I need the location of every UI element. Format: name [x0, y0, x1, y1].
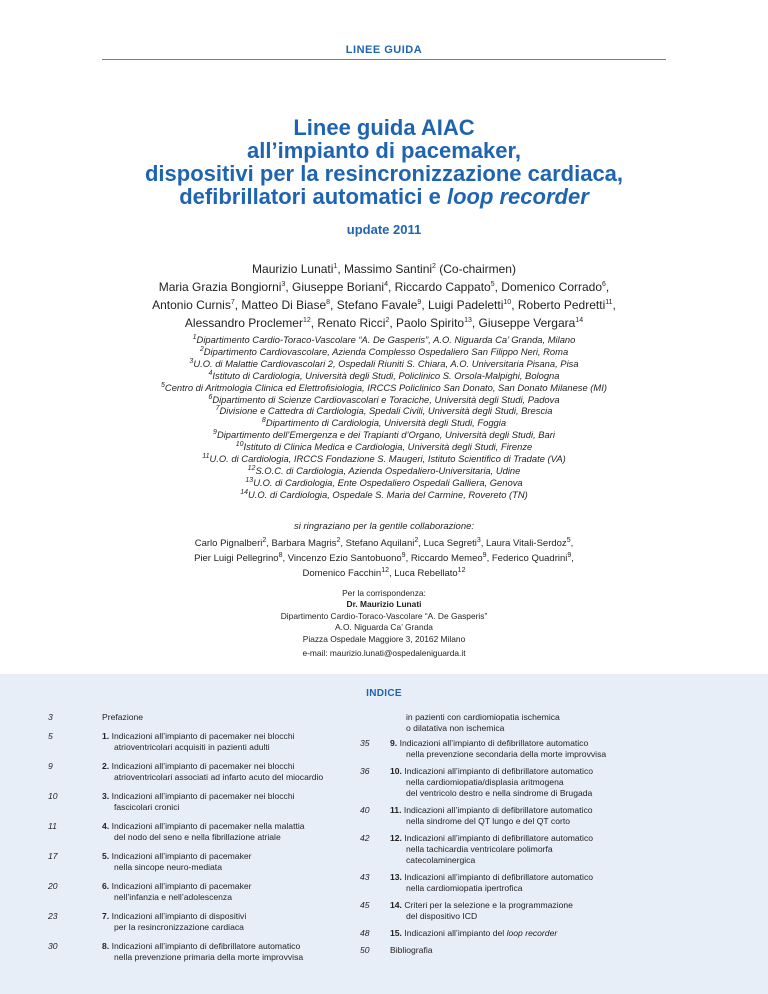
superscript: 9: [401, 551, 406, 559]
title-line-4-italic: loop recorder: [446, 184, 589, 209]
toc-page-number: 5: [48, 731, 53, 741]
collaborators: [60, 519, 708, 581]
text-run: , Matteo Di Biase: [234, 298, 327, 312]
affiliation-number: 5: [161, 381, 165, 389]
toc-entry: [360, 766, 680, 799]
affiliation-text: Centro di Aritmologia Clinica ed Elettrofisiologia, IRCCS Policlinico San Donato, San Donato Milanese (MI): [164, 381, 607, 393]
article-title: [0, 116, 768, 208]
collaborator-line: [60, 551, 708, 566]
toc-line-text: fascicolari cronici: [114, 802, 180, 812]
toc-line: [390, 816, 680, 827]
affiliation-text: Dipartimento dell’Emergenza e dei Trapianti d’Organo, Università degli Studi, Bari: [216, 429, 555, 441]
toc-entry-text: [390, 872, 680, 894]
toc-line: o dilatativa non ischemica: [406, 723, 505, 733]
toc-line-text: Indicazioni all’impianto di defibrillatore automatico: [404, 766, 594, 776]
text-run: , Massimo Santini: [337, 262, 433, 276]
toc-line: [102, 772, 348, 783]
correspondence-block: [100, 588, 668, 659]
toc-entry-text: [102, 731, 348, 753]
toc-line-text: nella prevenzione primaria della morte improvvisa: [114, 952, 304, 962]
title-line-4-plain: defibrillatori automatici e: [179, 184, 447, 209]
toc-entry-text: [102, 851, 348, 873]
toc-entry-text: [390, 805, 680, 827]
toc-page-number: 3: [48, 712, 53, 722]
toc-line-text: catecolaminergica: [406, 855, 476, 865]
toc-page-number: 40: [360, 805, 370, 815]
collaborator-line: [60, 536, 708, 551]
text-run: , Domenico Corrado: [494, 280, 603, 294]
affiliation-text: S.O.C. di Cardiologia, Azienda Ospedaliero-Universitaria, Udine: [255, 464, 521, 476]
toc-line: [102, 832, 348, 843]
text-run: ,: [571, 553, 574, 564]
toc-line: [390, 945, 680, 956]
title-line-1: Linee guida AIAC: [293, 115, 475, 140]
superscript: 12: [457, 566, 466, 574]
toc-line: [390, 749, 680, 760]
superscript: 14: [575, 317, 584, 324]
toc-chapter-number: 9.: [390, 738, 398, 748]
toc-line-text: del nodo del seno e nella fibrillazione atriale: [114, 832, 281, 842]
toc-line: [102, 761, 348, 772]
text-run: ,: [605, 280, 610, 294]
toc-line: in pazienti con cardiomiopatia ischemica: [406, 712, 560, 722]
text-run: , Riccardo Cappato: [387, 280, 491, 294]
toc-entry: [360, 805, 680, 827]
toc-line-text: Indicazioni all’impianto di pacemaker nei blocchi: [111, 761, 295, 771]
toc-line: [102, 712, 348, 723]
toc-line: [390, 777, 680, 788]
superscript: 2: [262, 536, 267, 544]
affiliation-text: Istituto di Clinica Medica e Cardiologia, Università degli Studi, Firenze: [243, 441, 533, 453]
toc-entry: [48, 851, 348, 873]
toc-line-text: nell’infanzia e nell’adolescenza: [114, 892, 233, 902]
toc-page-number: 9: [48, 761, 53, 771]
toc-line-text: Indicazioni all’impianto di defibrillatore automatico: [404, 872, 594, 882]
toc-line: [390, 844, 680, 855]
affiliation-number: 12: [247, 464, 256, 472]
text-run: Domenico Facchin: [302, 568, 382, 579]
correspondence-email: e-mail: maurizio.lunati@ospedaleniguarda.it: [302, 648, 466, 659]
text-run: , Roberto Pedretti: [511, 298, 606, 312]
affiliation: [40, 382, 728, 394]
toc-line-text: del ventricolo destro e nella sindrome di Brugada: [406, 788, 593, 798]
toc-entry-text: [102, 791, 348, 813]
toc-line: [102, 851, 348, 862]
toc-entry: [48, 881, 348, 903]
toc-continuation: [390, 712, 680, 734]
author-line: [60, 314, 708, 332]
text-run: Antonio Curnis: [152, 298, 231, 312]
toc-line-text: Indicazioni all’impianto di pacemaker: [111, 881, 252, 891]
text-run: ,: [570, 538, 574, 549]
toc-chapter-number: 5.: [102, 851, 110, 861]
toc-page-number: 23: [48, 911, 58, 921]
superscript: 11: [605, 299, 613, 306]
section-label: LINEE GUIDA: [345, 44, 423, 56]
text-run: , Laura Vitali-Serdoz: [480, 538, 567, 549]
text-run: , Federico Quadrini: [486, 553, 568, 564]
affiliation: [40, 334, 728, 346]
toc-chapter-number: 2.: [102, 761, 110, 771]
superscript: 5: [566, 536, 571, 544]
toc-page-number: 17: [48, 851, 58, 861]
toc-line-text: nella cardiomiopatia ipertrofica: [406, 883, 523, 893]
superscript: 8: [326, 299, 331, 306]
toc-entry: [360, 928, 680, 939]
affiliation-number: 11: [202, 452, 210, 460]
toc-line-text: Indicazioni all’impianto di dispositivi: [111, 911, 247, 921]
title-line-2: all’impianto di pacemaker,: [247, 138, 521, 163]
toc-page-number: 11: [48, 821, 57, 831]
toc-entry: [48, 911, 348, 933]
superscript: 2: [414, 536, 419, 544]
text-run: Maria Grazia Bongiorni: [158, 280, 282, 294]
collaborator-line: [60, 566, 708, 581]
toc-entry: [360, 945, 680, 956]
affiliation-number: 7: [215, 405, 220, 413]
affiliation: [40, 441, 728, 453]
superscript: 3: [476, 536, 481, 544]
superscript: 2: [385, 317, 390, 324]
toc-entry: [48, 941, 348, 963]
superscript: 9: [482, 551, 487, 559]
toc-line-text: Indicazioni all’impianto di defibrillatore automatico: [111, 941, 301, 951]
toc-page-number: 20: [48, 881, 58, 891]
article-subtitle: update 2011: [346, 222, 422, 237]
affiliation-text: Istituto di Cardiologia, Università degli Studi, Policlinico S. Orsola-Malpighi, Bologna: [212, 369, 560, 381]
toc-entry-text: [102, 821, 348, 843]
toc-chapter-number: 10.: [390, 766, 402, 776]
toc-chapter-number: 7.: [102, 911, 110, 921]
toc-line: [390, 855, 680, 866]
text-run: , Luca Segreti: [418, 538, 477, 549]
toc-line-text: Indicazioni all’impianto del: [404, 928, 507, 938]
superscript: 9: [567, 551, 572, 559]
toc-line: [102, 892, 348, 903]
toc-entry-text: [102, 761, 348, 783]
text-run: Maurizio Lunati: [252, 262, 334, 276]
superscript: 10: [503, 299, 512, 306]
correspondence-intro: Per la corrispondenza:: [342, 588, 426, 598]
toc-line: [102, 802, 348, 813]
toc-line: [102, 791, 348, 802]
toc-page-number: 36: [360, 766, 370, 776]
affiliation: [40, 429, 728, 441]
toc-entry: [48, 712, 348, 723]
affiliation: [40, 405, 728, 417]
toc-entry: [360, 738, 680, 760]
toc-line: [390, 805, 680, 816]
collaborators-intro: si ringraziano per la gentile collaborazione:: [293, 521, 475, 532]
toc-line: [390, 900, 680, 911]
toc-line: [390, 872, 680, 883]
toc-chapter-number: 4.: [102, 821, 110, 831]
toc-chapter-number: 11.: [390, 805, 402, 815]
toc-line: [390, 928, 680, 939]
correspondence-name: Dr. Maurizio Lunati: [346, 599, 422, 610]
affiliation-number: 1: [192, 333, 197, 341]
affiliation-number: 13: [245, 476, 254, 484]
affiliation-text: U.O. di Cardiologia, IRCCS Fondazione S. Maugeri, Istituto Scientifico di Tradate (VA): [209, 453, 566, 465]
author-line: [60, 296, 708, 314]
title-line-4: [0, 185, 768, 208]
affiliation-number: 3: [189, 357, 194, 365]
toc-page-number: 35: [360, 738, 370, 748]
toc-line: [102, 742, 348, 753]
author-line: [60, 260, 708, 278]
toc-page-number: 30: [48, 941, 58, 951]
toc-line: [390, 766, 680, 777]
affiliation: [40, 465, 728, 477]
superscript: 6: [602, 281, 606, 288]
toc-entry: [48, 731, 348, 753]
toc-line-text: atrioventricolari acquisiti in pazienti adulti: [114, 742, 270, 752]
toc-line: [390, 883, 680, 894]
toc-entry: [360, 900, 680, 922]
toc-entry: [360, 872, 680, 894]
text-run: , Paolo Spirito: [389, 316, 465, 330]
superscript: 13: [464, 317, 472, 324]
text-run: , Luca Rebellato: [389, 568, 458, 579]
toc-page-number: 48: [360, 928, 370, 938]
correspondence-address: Piazza Ospedale Maggiore 3, 20162 Milano: [302, 633, 466, 644]
toc-line-text: Criteri per la selezione e la programmazione: [404, 900, 573, 910]
text-run: (Co-chairmen): [435, 262, 516, 276]
affiliation-list: [40, 334, 728, 501]
text-run: , Renato Ricci: [310, 316, 386, 330]
toc-entry-text: [102, 712, 348, 723]
toc-line-text: Prefazione: [102, 712, 144, 722]
superscript: 1: [333, 263, 338, 270]
toc-line: [102, 911, 348, 922]
toc-line: [102, 941, 348, 952]
superscript: 12: [302, 317, 311, 324]
toc-line-text: Indicazioni all’impianto di defibrillatore automatico: [404, 833, 594, 843]
toc-line: [390, 833, 680, 844]
toc-line-text: Bibliografia: [390, 945, 433, 955]
superscript: 9: [417, 299, 422, 306]
superscript: 5: [490, 281, 495, 288]
toc-chapter-number: 1.: [102, 731, 110, 741]
index-title: INDICE: [366, 688, 402, 699]
toc-line-text: Indicazioni all’impianto di pacemaker: [111, 851, 252, 861]
superscript: 2: [336, 536, 341, 544]
affiliation-number: 4: [208, 369, 213, 377]
toc-entry-text: [390, 738, 680, 760]
author-list: [60, 260, 708, 332]
superscript: 12: [381, 566, 389, 574]
text-run: , Vincenzo Ezio Santobuono: [282, 553, 402, 564]
toc-italic-text: loop recorder: [506, 928, 558, 938]
toc-chapter-number: 8.: [102, 941, 110, 951]
toc-entry: [360, 833, 680, 866]
text-run: , Stefano Aquilani: [340, 538, 415, 549]
toc-line-text: Indicazioni all’impianto di defibrillatore automatico: [399, 738, 589, 748]
text-run: , Giuseppe Vergara: [471, 316, 576, 330]
toc-line-text: nella tachicardia ventricolare polimorfa: [406, 844, 553, 854]
affiliation: [40, 489, 728, 501]
toc-line-text: Indicazioni all’impianto di pacemaker nei blocchi: [111, 791, 295, 801]
toc-line: [390, 738, 680, 749]
toc-page-number: 10: [48, 791, 58, 801]
index-left-column: [48, 712, 348, 971]
affiliation: [40, 346, 728, 358]
toc-entry: [48, 821, 348, 843]
toc-line-text: Indicazioni all’impianto di defibrillatore automatico: [403, 805, 593, 815]
toc-line-text: nella sindrome del QT lungo e del QT corto: [406, 816, 571, 826]
superscript: 3: [281, 281, 286, 288]
superscript: 2: [432, 263, 436, 270]
index-right-column: [360, 712, 680, 962]
toc-entry-text: [390, 928, 680, 939]
toc-line: [102, 862, 348, 873]
toc-line: [102, 821, 348, 832]
collaborator-names: [60, 536, 708, 581]
toc-page-number: 42: [360, 833, 370, 843]
affiliation-number: 14: [240, 488, 248, 496]
correspondence-dept: Dipartimento Cardio-Toraco-Vascolare “A. De Gasperis”: [280, 610, 488, 621]
text-run: , Giuseppe Boriani: [285, 280, 385, 294]
affiliation-text: Dipartimento Cardio-Toraco-Vascolare “A. De Gasperis”, A.O. Niguarda Ca’ Granda, Milano: [196, 334, 576, 345]
toc-chapter-number: 14.: [390, 900, 402, 910]
affiliation: [40, 477, 728, 489]
toc-chapter-number: 3.: [102, 791, 110, 801]
affiliation-number: 10: [235, 441, 244, 449]
toc-chapter-number: 13.: [390, 872, 402, 882]
toc-page-number: 43: [360, 872, 370, 882]
affiliation-text: Divisione e Cattedra di Cardiologia, Spedali Civili, Università degli Studi, Brescia: [219, 405, 553, 417]
superscript: 7: [230, 299, 235, 306]
toc-line: [102, 922, 348, 933]
toc-line-text: nella sincope neuro-mediata: [114, 862, 222, 872]
affiliation-text: U.O. di Cardiologia, Ente Ospedaliero Ospedali Galliera, Genova: [253, 476, 523, 488]
toc-entry: [48, 791, 348, 813]
affiliation-number: 6: [208, 393, 213, 401]
affiliation: [40, 358, 728, 370]
affiliation: [40, 417, 728, 429]
toc-chapter-number: 15.: [390, 928, 402, 938]
toc-line-text: per la resincronizzazione cardiaca: [114, 922, 244, 932]
affiliation-number: 9: [213, 429, 217, 437]
toc-line: [102, 952, 348, 963]
toc-chapter-number: 6.: [102, 881, 110, 891]
toc-line: [102, 731, 348, 742]
toc-chapter-number: 12.: [390, 833, 402, 843]
toc-page-number: 45: [360, 900, 370, 910]
text-run: , Riccardo Memeo: [405, 553, 483, 564]
text-run: , Stefano Favale: [330, 298, 418, 312]
toc-entry-text: [102, 881, 348, 903]
text-run: , Barbara Magris: [266, 538, 337, 549]
toc-page-number: 50: [360, 945, 370, 955]
affiliation: [40, 453, 728, 465]
text-run: Alessandro Proclemer: [184, 316, 303, 330]
affiliation-text: Dipartimento di Scienze Cardiovascolari e Toraciche, Università degli Studi, Padova: [212, 393, 560, 405]
superscript: 8: [278, 551, 283, 559]
page-header: [0, 0, 768, 62]
affiliation-text: Dipartimento di Cardiologia, Università degli Studi, Foggia: [265, 417, 507, 429]
toc-line-text: nella prevenzione secondaria della morte improvvisa: [406, 749, 607, 759]
toc-line-text: atrioventricolari associati ad infarto acuto del miocardio: [114, 772, 324, 782]
author-line: [60, 278, 708, 296]
title-line-3: dispositivi per la resincronizzazione cardiaca,: [144, 161, 624, 186]
superscript: 4: [384, 281, 388, 288]
affiliation-text: U.O. di Cardiologia, Ospedale S. Maria del Carmine, Rovereto (TN): [248, 488, 528, 500]
toc-entry-text: [390, 900, 680, 922]
text-run: Pier Luigi Pellegrino: [194, 553, 279, 564]
correspondence-hospital: A.O. Niguarda Ca’ Granda: [335, 622, 433, 633]
toc-line: [102, 881, 348, 892]
affiliation-text: U.O. di Malattie Cardiovascolari 2, Ospedali Riuniti S. Chiara, A.O. Universitaria Pisana, Pisa: [193, 357, 579, 369]
toc-line-text: Indicazioni all’impianto di pacemaker nella malattia: [111, 821, 305, 831]
toc-entry: [48, 761, 348, 783]
toc-entry-text: [390, 766, 680, 799]
header-divider: [102, 59, 666, 60]
toc-line: [390, 788, 680, 799]
toc-entry-text: [390, 945, 680, 956]
affiliation-text: Dipartimento Cardiovascolare, Azienda Complesso Ospedaliero San Filippo Neri, Roma: [203, 345, 569, 357]
toc-entry-text: [102, 911, 348, 933]
affiliation-number: 2: [199, 345, 204, 353]
text-run: , Luigi Padeletti: [421, 298, 504, 312]
toc-line-text: nella cardiomiopatia/displasia aritmogena: [406, 777, 564, 787]
toc-line-text: del dispositivo ICD: [406, 911, 478, 921]
text-run: Carlo Pignalberi: [194, 538, 263, 549]
toc-line: [390, 911, 680, 922]
affiliation: [40, 394, 728, 406]
toc-entry-text: [390, 833, 680, 866]
toc-entry-text: [102, 941, 348, 963]
toc-line-text: Indicazioni all’impianto di pacemaker nei blocchi: [111, 731, 295, 741]
affiliation: [40, 370, 728, 382]
text-run: ,: [612, 298, 616, 312]
affiliation-number: 8: [261, 417, 266, 425]
